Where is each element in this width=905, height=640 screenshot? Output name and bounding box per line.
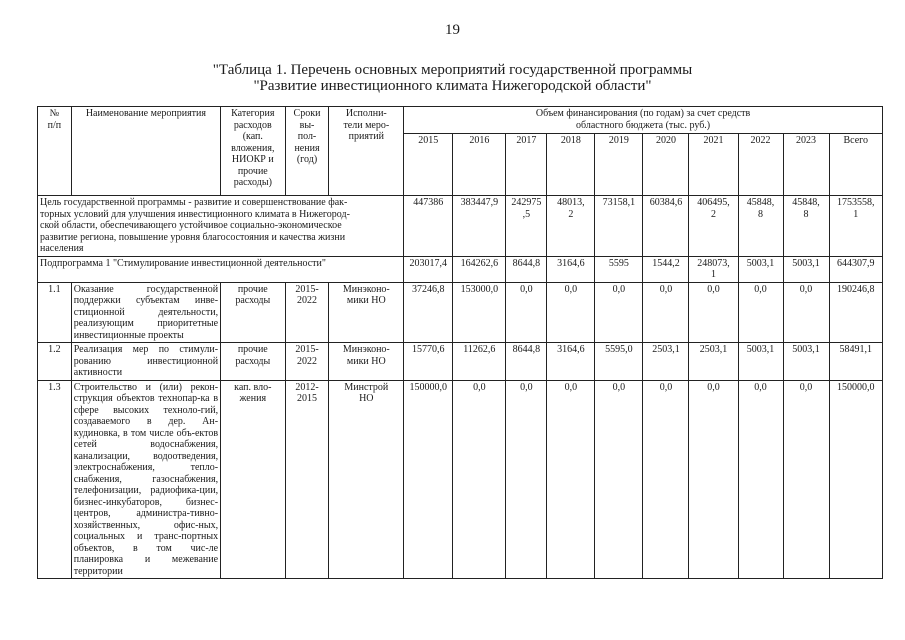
goal-value: 447386 (404, 196, 453, 257)
header-year: 2019 (595, 134, 643, 196)
table-row (38, 343, 883, 381)
subprogram-value: 5003,1 (783, 256, 829, 282)
row-value: 2503,1 (643, 343, 689, 381)
row-value: 8644,8 (506, 343, 547, 381)
row-category: кап. вло- жения (221, 380, 285, 579)
row-value: 153000,0 (453, 282, 506, 343)
subprogram-value: 5003,1 (738, 256, 783, 282)
row-terms: 2012- 2015 (285, 380, 329, 579)
row-value: 0,0 (547, 282, 595, 343)
subprogram-value: 248073, 1 (689, 256, 738, 282)
row-value: 5595,0 (595, 343, 643, 381)
header-year: 2016 (453, 134, 506, 196)
header-terms: Сроки вы- пол- нения (год) (285, 107, 329, 196)
row-value: 0,0 (689, 282, 738, 343)
row-value: 15770,6 (404, 343, 453, 381)
row-value: 0,0 (738, 380, 783, 579)
row-value: 0,0 (453, 380, 506, 579)
row-terms: 2015- 2022 (285, 343, 329, 381)
goal-value: 242975 ,5 (506, 196, 547, 257)
goal-value: 73158,1 (595, 196, 643, 257)
header-year: 2020 (643, 134, 689, 196)
header-year: 2021 (689, 134, 738, 196)
row-value: 0,0 (595, 282, 643, 343)
row-executor: Минэконо- мики НО (329, 343, 404, 381)
subprogram-value: 5595 (595, 256, 643, 282)
row-value: 0,0 (783, 380, 829, 579)
header-year: 2018 (547, 134, 595, 196)
header-category: Категория расходов (кап. вложения, НИОКР и прочие расходы) (221, 107, 285, 196)
row-value: 0,0 (689, 380, 738, 579)
subprogram-row (38, 256, 883, 282)
table-row (38, 282, 883, 343)
row-value: 3164,6 (547, 343, 595, 381)
table-title-line-2: "Развитие инвестиционного климата Нижегородской области" (253, 78, 652, 94)
row-name: Реализация мер по стимули-рованию инвестиционной активности (71, 343, 220, 381)
subprogram-value: 1544,2 (643, 256, 689, 282)
funding-table (37, 106, 883, 579)
row-value: 0,0 (643, 380, 689, 579)
row-executor: Минэконо- мики НО (329, 282, 404, 343)
row-num: 1.1 (38, 282, 72, 343)
row-value: 0,0 (506, 380, 547, 579)
row-value: 0,0 (595, 380, 643, 579)
header-num: № п/п (38, 107, 72, 196)
table-row (38, 380, 883, 579)
header-row-1 (38, 107, 883, 134)
header-year: 2015 (404, 134, 453, 196)
page-number: 19 (445, 22, 460, 38)
goal-total: 1753558, 1 (829, 196, 882, 257)
table-title-line-1: "Таблица 1. Перечень основных мероприятий государственной программы (212, 62, 693, 78)
header-year: 2017 (506, 134, 547, 196)
row-value: 2503,1 (689, 343, 738, 381)
row-value: 0,0 (547, 380, 595, 579)
goal-value: 383447,9 (453, 196, 506, 257)
row-terms: 2015- 2022 (285, 282, 329, 343)
header-year: 2023 (783, 134, 829, 196)
table-title (0, 62, 905, 94)
row-value: 5003,1 (738, 343, 783, 381)
header-total: Всего (829, 134, 882, 196)
row-category: прочие расходы (221, 343, 285, 381)
row-total: 58491,1 (829, 343, 882, 381)
subprogram-total: 644307,9 (829, 256, 882, 282)
row-name: Оказание государственной поддержки субъектам инве-стиционной деятельности, реализующим приоритетные инвестиционные проекты (71, 282, 220, 343)
goal-text: Цель государственной программы - развитие и совершенствование фак- торных условий для улучшения инвестиционного климата в Нижегород- ской области, обеспечивающего устойчивое социально-экономическое развитие региона, повышение уровня благосостояния и качества жизни населения (38, 196, 404, 257)
subprogram-value: 203017,4 (404, 256, 453, 282)
row-value: 11262,6 (453, 343, 506, 381)
header-name: Наименование мероприятия (71, 107, 220, 196)
row-total: 190246,8 (829, 282, 882, 343)
subprogram-value: 3164,6 (547, 256, 595, 282)
goal-value: 45848, 8 (783, 196, 829, 257)
row-total: 150000,0 (829, 380, 882, 579)
row-value: 37246,8 (404, 282, 453, 343)
row-value: 0,0 (506, 282, 547, 343)
header-funding: Объем финансирования (по годам) за счет средств областного бюджета (тыс. руб.) (404, 107, 883, 134)
row-num: 1.3 (38, 380, 72, 579)
row-value: 0,0 (783, 282, 829, 343)
row-value: 0,0 (643, 282, 689, 343)
row-value: 5003,1 (783, 343, 829, 381)
subprogram-value: 164262,6 (453, 256, 506, 282)
goal-row (38, 196, 883, 257)
row-name: Строительство и (или) рекон-струкция объектов технопар-ка в сфере высоких техноло-гий, создаваемого в дер. Ан-кудиновка, в том числе объ-ектов сетей водоснабжения, канализации, водоотведения, электроснабжения, тепло-снабжения, газоснабжения, телефонизации, радиофика-ции, бизнес-инкубаторов, бизнес-центров, администра-тивно-хозяйственных, офис-ных, социальных и транс-портных объектов, в том чис-ле планировка и межевание территории (71, 380, 220, 579)
goal-value: 48013, 2 (547, 196, 595, 257)
row-category: прочие расходы (221, 282, 285, 343)
row-num: 1.2 (38, 343, 72, 381)
row-value: 0,0 (738, 282, 783, 343)
row-value: 150000,0 (404, 380, 453, 579)
goal-value: 406495, 2 (689, 196, 738, 257)
subprogram-text: Подпрограмма 1 "Стимулирование инвестиционной деятельности" (38, 256, 404, 282)
goal-value: 45848, 8 (738, 196, 783, 257)
goal-value: 60384,6 (643, 196, 689, 257)
header-year: 2022 (738, 134, 783, 196)
subprogram-value: 8644,8 (506, 256, 547, 282)
row-executor: Минстрой НО (329, 380, 404, 579)
header-executors: Исполни- тели меро- приятий (329, 107, 404, 196)
